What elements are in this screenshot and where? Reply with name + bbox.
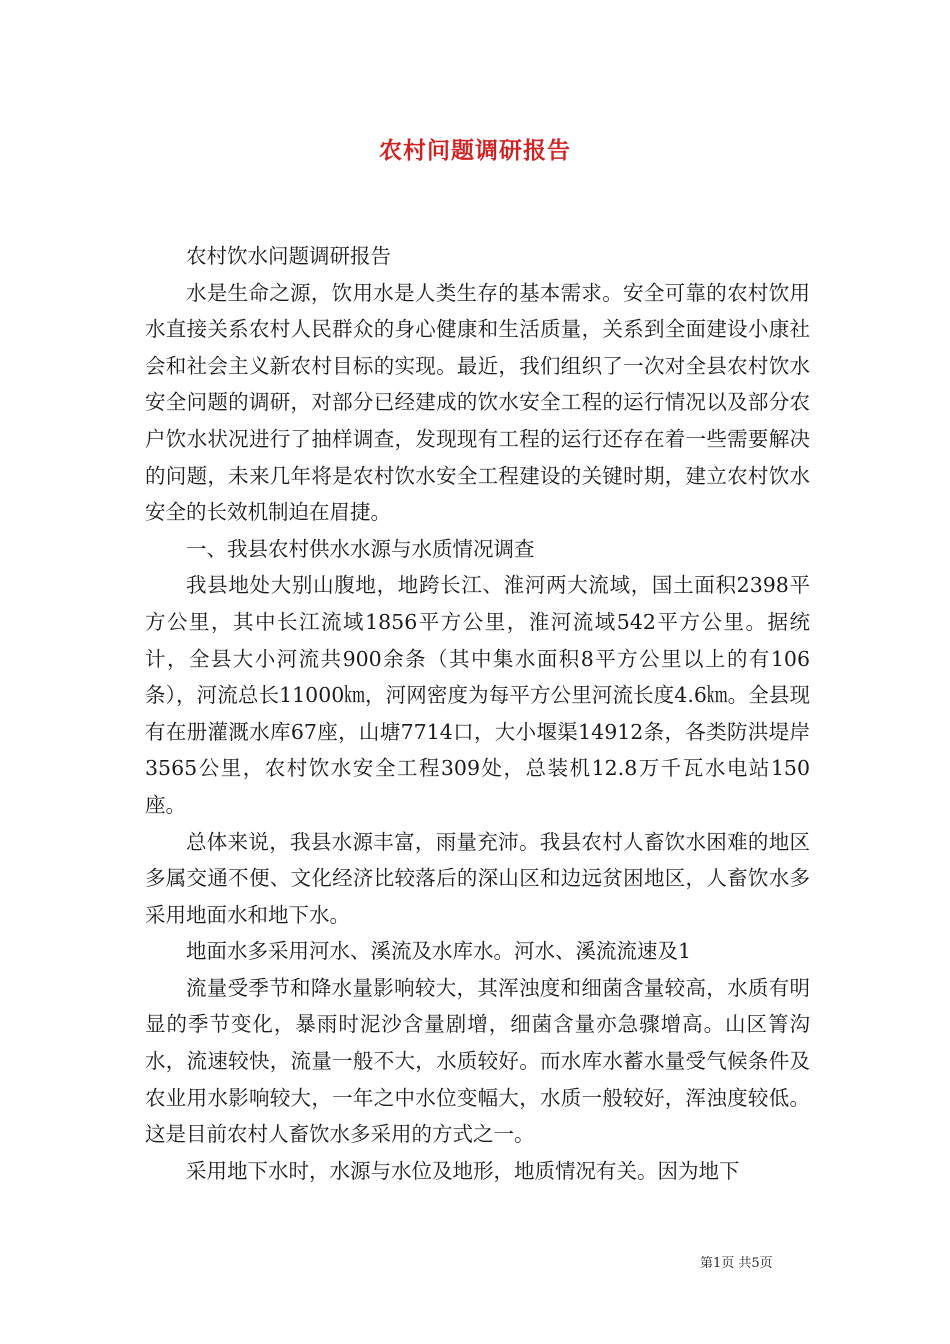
summary-paragraph: 总体来说，我县水源丰富，雨量充沛。我县农村人畜饮水困难的地区多属交通不便、文化经济比较落后的深山区和边远贫困地区，人畜饮水多采用地面水和地下水。: [145, 829, 810, 927]
groundwater-paragraph: 采用地下水时，水源与水位及地形，地质情况有关。因为地下: [186, 1158, 740, 1183]
section-heading-1: 一、我县农村供水水源与水质情况调查: [186, 536, 535, 561]
page-number-footer: 第1页 共5页: [700, 1256, 773, 1271]
document-title: 农村问题调研报告: [379, 137, 571, 164]
flow-quality-paragraph: 流量受季节和降水量影响较大，其浑浊度和细菌含量较高，水质有明显的季节变化，暴雨时泥沙含量剧增，细菌含量亦急骤增高。山区箐沟水，流速较快，流量一般不大，水质较好。而水库水蓄水量受气候条件及农业用水影响较大，一年之中水位变幅大，水质一般较好，浑浊度较低。这是目前农村人畜饮水多采用的方式之一。: [145, 975, 810, 1147]
surface-water-paragraph: 地面水多采用河水、溪流及水库水。河水、溪流流速及1: [186, 939, 692, 964]
intro-paragraph: 水是生命之源，饮用水是人类生存的基本需求。安全可靠的农村饮用水直接关系农村人民群众的身心健康和生活质量，关系到全面建设小康社会和社会主义新农村目标的实现。最近，我们组织了一次对全县农村饮水安全问题的调研，对部分已经建成的饮水安全工程的运行情况以及部分农户饮水状况进行了抽样调查，发现现有工程的运行还存在着一些需要解决的问题，未来几年将是农村饮水安全工程建设的关键时期，建立农村饮水安全的长效机制迫在眉捷。: [145, 280, 810, 525]
subtitle-paragraph: 农村饮水问题调研报告: [186, 244, 391, 268]
document-body: [145, 238, 810, 1189]
geography-paragraph: 我县地处大别山腹地，地跨长江、淮河两大流域，国土面积2398平方公里，其中长江流域1856平方公里，淮河流域542平方公里。据统计，全县大小河流共900余条（其中集水面积8平方公里以上的有106条），河流总长11000㎞，河网密度为每平方公里河流长度4.6㎞。全县现有在册灌溉水库67座，山塘7714口，大小堰渠14912条，各类防洪堤岸3565公里，农村饮水安全工程309处，总装机12.8万千瓦水电站150座。: [145, 573, 810, 817]
